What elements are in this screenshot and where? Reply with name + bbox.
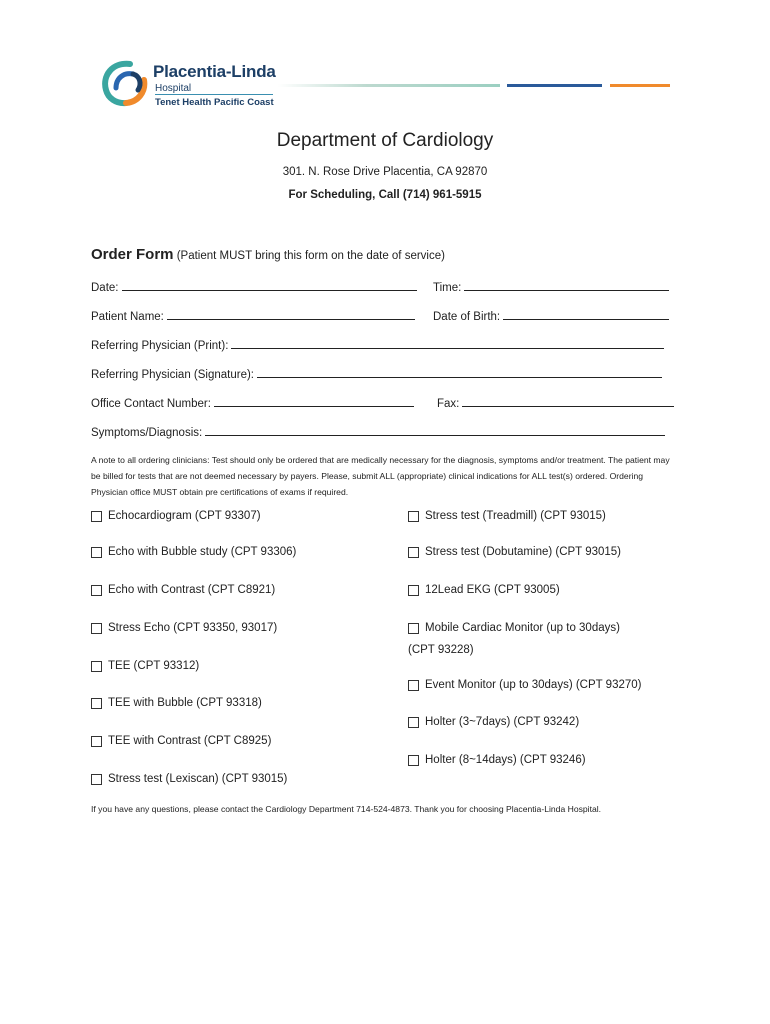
dob-field[interactable] bbox=[433, 308, 669, 323]
test-label: Stress Echo (CPT 93350, 93017) bbox=[108, 622, 278, 634]
test-holter-3-7[interactable] bbox=[408, 716, 579, 728]
scheduling-phone: For Scheduling, Call (714) 961-5915 bbox=[288, 189, 482, 201]
checkbox[interactable] bbox=[91, 774, 102, 785]
test-label: TEE with Bubble (CPT 93318) bbox=[108, 697, 262, 709]
checkbox[interactable] bbox=[91, 585, 102, 596]
test-mobile-cardiac-monitor[interactable] bbox=[408, 622, 620, 634]
checkbox[interactable] bbox=[408, 755, 419, 766]
fax-field[interactable] bbox=[437, 395, 674, 410]
office-contact-field[interactable] bbox=[91, 395, 414, 410]
patient-name-field[interactable] bbox=[91, 308, 415, 323]
test-tee[interactable] bbox=[91, 660, 199, 672]
symptoms-label: Symptoms/Diagnosis: bbox=[91, 427, 203, 439]
test-label: 12Lead EKG (CPT 93005) bbox=[425, 584, 560, 596]
dob-label: Date of Birth: bbox=[433, 311, 501, 323]
test-stress-dobutamine[interactable] bbox=[408, 546, 621, 558]
test-holter-8-14[interactable] bbox=[408, 754, 586, 766]
test-label: Event Monitor (up to 30days) (CPT 93270) bbox=[425, 679, 642, 691]
date-field[interactable] bbox=[91, 279, 417, 294]
logo-tenet: Tenet Health Pacific Coast bbox=[155, 97, 274, 108]
checkbox[interactable] bbox=[408, 680, 419, 691]
time-line[interactable] bbox=[464, 279, 669, 291]
time-label: Time: bbox=[433, 282, 462, 294]
date-label: Date: bbox=[91, 282, 119, 294]
test-label: Echo with Contrast (CPT C8921) bbox=[108, 584, 276, 596]
test-12lead-ekg[interactable] bbox=[408, 584, 560, 596]
dob-line[interactable] bbox=[503, 308, 669, 320]
hospital-logo-icon bbox=[100, 58, 150, 108]
test-label: TEE (CPT 93312) bbox=[108, 660, 200, 672]
checkbox[interactable] bbox=[408, 547, 419, 558]
ref-print-label: Referring Physician (Print): bbox=[91, 340, 229, 352]
checkbox[interactable] bbox=[91, 698, 102, 709]
test-stress-treadmill[interactable] bbox=[408, 510, 606, 522]
test-label: Stress test (Dobutamine) (CPT 93015) bbox=[425, 546, 622, 558]
symptoms-field[interactable] bbox=[91, 424, 665, 439]
header-bar-blue bbox=[507, 84, 602, 87]
ref-print-field[interactable] bbox=[91, 337, 664, 352]
checkbox[interactable] bbox=[408, 717, 419, 728]
checkbox[interactable] bbox=[91, 736, 102, 747]
test-label: Mobile Cardiac Monitor (up to 30days) bbox=[425, 622, 620, 634]
time-field[interactable] bbox=[433, 279, 669, 294]
test-label: Holter (3~7days) (CPT 93242) bbox=[425, 716, 580, 728]
fax-line[interactable] bbox=[462, 395, 674, 407]
logo-rule bbox=[155, 94, 273, 95]
test-echocardiogram[interactable] bbox=[91, 510, 261, 522]
header-bar-orange bbox=[610, 84, 670, 87]
test-stress-lexiscan[interactable] bbox=[91, 773, 287, 785]
patient-name-label: Patient Name: bbox=[91, 311, 164, 323]
ref-sign-field[interactable] bbox=[91, 366, 662, 381]
checkbox[interactable] bbox=[408, 585, 419, 596]
checkbox[interactable] bbox=[91, 547, 102, 558]
test-label: Holter (8~14days) (CPT 93246) bbox=[425, 754, 586, 766]
clinician-note: A note to all ordering clinicians: Test should only be ordered that are medically necessary for the diagnosis, symptoms and/or treatment. The patient may be billed for tests that are not deemed necessary by payers. Please, submit ALL (appropriate) clinical indications for ALL test(s) ordered. Ordering Physician office MUST obtain pre certifications of exams if required. bbox=[91, 455, 670, 497]
footer-contact: If you have any questions, please contact the Cardiology Department 714-524-4873. Thank you for choosing Placentia-Linda Hospital. bbox=[91, 804, 602, 814]
test-label: TEE with Contrast (CPT C8925) bbox=[108, 735, 272, 747]
test-label: Echocardiogram (CPT 93307) bbox=[108, 510, 261, 522]
test-echo-contrast[interactable] bbox=[91, 584, 275, 596]
checkbox[interactable] bbox=[91, 623, 102, 634]
checkbox[interactable] bbox=[408, 623, 419, 634]
address: 301. N. Rose Drive Placentia, CA 92870 bbox=[282, 166, 488, 178]
header-bar-gradient bbox=[278, 84, 500, 87]
test-event-monitor[interactable] bbox=[408, 679, 641, 691]
checkbox[interactable] bbox=[91, 511, 102, 522]
symptoms-line[interactable] bbox=[205, 424, 665, 436]
order-form-label: Order Form bbox=[91, 246, 174, 263]
order-form-heading bbox=[91, 246, 445, 263]
page-title: Department of Cardiology bbox=[276, 130, 494, 151]
checkbox[interactable] bbox=[408, 511, 419, 522]
ref-sign-label: Referring Physician (Signature): bbox=[91, 369, 254, 381]
office-contact-label: Office Contact Number: bbox=[91, 398, 211, 410]
ref-print-line[interactable] bbox=[231, 337, 664, 349]
test-label: Echo with Bubble study (CPT 93306) bbox=[108, 546, 297, 558]
patient-name-line[interactable] bbox=[167, 308, 415, 320]
order-form-note: (Patient MUST bring this form on the date of service) bbox=[176, 250, 445, 262]
test-label: Stress test (Lexiscan) (CPT 93015) bbox=[108, 773, 288, 785]
office-contact-line[interactable] bbox=[214, 395, 414, 407]
logo-name: Placentia-Linda bbox=[153, 62, 276, 81]
mobile-monitor-cpt: (CPT 93228) bbox=[408, 644, 474, 656]
test-tee-contrast[interactable] bbox=[91, 735, 271, 747]
logo-subtitle: Hospital bbox=[155, 83, 192, 94]
test-echo-bubble[interactable] bbox=[91, 546, 296, 558]
ref-sign-line[interactable] bbox=[257, 366, 662, 378]
test-label: Stress test (Treadmill) (CPT 93015) bbox=[425, 510, 606, 522]
date-line[interactable] bbox=[122, 279, 417, 291]
test-tee-bubble[interactable] bbox=[91, 697, 262, 709]
test-stress-echo[interactable] bbox=[91, 622, 277, 634]
checkbox[interactable] bbox=[91, 661, 102, 672]
fax-label: Fax: bbox=[437, 398, 460, 410]
